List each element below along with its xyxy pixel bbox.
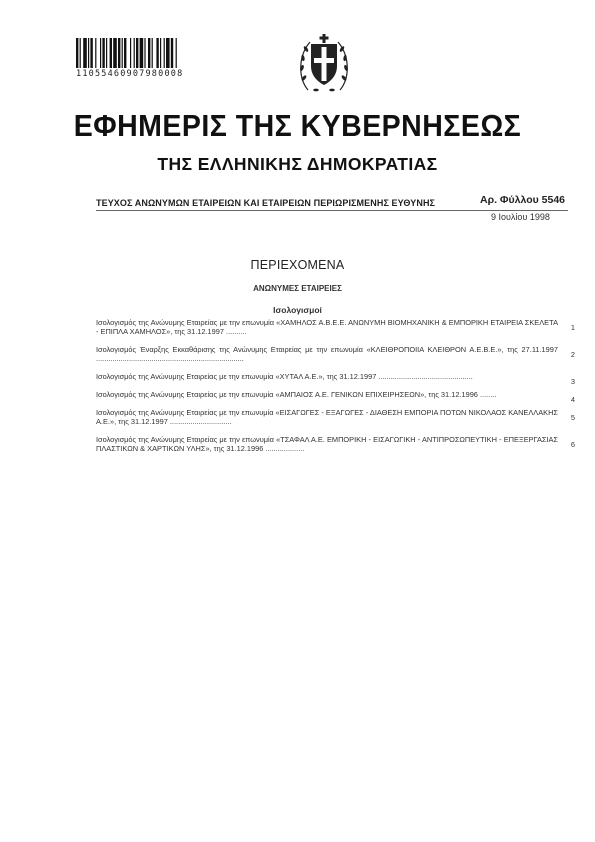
gazette-title: ΕΦΗΜΕΡΙΣ ΤΗΣ ΚΥΒΕΡΝΗΣΕΩΣ <box>73 108 522 143</box>
contents-entry-page: 6 <box>570 440 575 449</box>
coat-of-arms-emblem <box>296 30 352 96</box>
contents-entry-page: 5 <box>570 413 575 422</box>
contents-list <box>96 318 581 462</box>
contents-entry-text: Ισολογισμός Έναρξης Εκκαθάρισης της Ανώνυμης Εταιρείας με την επωνυμία «ΚΛΕΙΘΡΟΠΟΙΙΑ ΚΛΕΙΘΡΟΝ Α.Ε.Β.Ε.», της 27.11.1997 ........................................................................ <box>96 345 558 363</box>
contents-entry-page: 2 <box>570 350 575 359</box>
section-heading: ΑΝΩΝΥΜΕΣ ΕΤΑΙΡΕΙΕΣ <box>253 284 342 293</box>
contents-entry-text: Ισολογισμός της Ανώνυμης Εταιρείας με την επωνυμία «ΧΑΜΗΛΟΣ Α.Β.Ε.Ε. ΑΝΩΝΥΜΗ ΒΙΟΜΗΧΑΝΙΚΗ & ΕΜΠΟΡΙΚΗ ΕΤΑΙΡΕΙΑ ΣΚΕΛΕΤΑ - ΕΠΙΠΛΑ ΧΑΜΗΛΟΣ», της 31.12.1997 .......... <box>96 318 558 336</box>
contents-entry-text: Ισολογισμός της Ανώνυμης Εταιρείας με την επωνυμία «ΑΜΠΑΙΟΣ Α.Ε. ΓΕΝΙΚΩΝ ΕΠΙΧΕΙΡΗΣΕΩΝ», της 31.12.1996 ........ <box>96 390 497 399</box>
contents-entry-text: Ισολογισμός της Ανώνυμης Εταιρείας με την επωνυμία «ΧΥΤΑΛ Α.Ε.», της 31.12.1997 .............................................. <box>96 372 473 381</box>
contents-entry-page: 3 <box>570 377 575 386</box>
contents-entry <box>96 318 581 336</box>
gazette-subtitle: ΤΗΣ ΕΛΛΗΝΙΚΗΣ ΔΗΜΟΚΡΑΤΙΑΣ <box>157 154 438 174</box>
contents-entry <box>96 435 581 453</box>
header-divider <box>96 210 568 211</box>
subsection-heading: Ισολογισμοί <box>273 305 322 315</box>
contents-heading: ΠΕΡΙΕΧΟΜΕΝΑ <box>250 258 345 272</box>
barcode <box>76 38 216 79</box>
contents-entry <box>96 408 581 426</box>
contents-entry <box>96 372 581 386</box>
contents-entry-text: Ισολογισμός της Ανώνυμης Εταιρείας με την επωνυμία «ΤΣΑΦΑΛ Α.Ε. ΕΜΠΟΡΙΚΗ - ΕΙΣΑΓΩΓΙΚΗ - ΑΝΤΙΠΡΟΣΩΠΕΥΤΙΚΗ - ΕΠΕΞΕΡΓΑΣΙΑΣ ΠΛΑΣΤΙΚΩΝ & ΧΑΡΤΙΚΩΝ ΥΛΗΣ», της 31.12.1996 ................... <box>96 435 558 453</box>
contents-entry <box>96 390 581 404</box>
contents-entry-text: Ισολογισμός της Ανώνυμης Εταιρείας με την επωνυμία «ΕΙΣΑΓΩΓΕΣ - ΕΞΑΓΩΓΕΣ - ΔΙΑΘΕΣΗ ΕΜΠΟΡΙΑ ΠΟΤΩΝ ΝΙΚΟΛΑΟΣ ΚΑΝΕΛΛΑΚΗΣ Α.Ε.», της 31.12.1997 .............................. <box>96 408 558 426</box>
contents-entry-page: 4 <box>570 395 575 404</box>
barcode-bars <box>76 38 216 68</box>
sheet-number: Αρ. Φύλλου 5546 <box>480 194 565 206</box>
contents-entry <box>96 345 581 363</box>
contents-entry-page: 1 <box>570 323 575 332</box>
barcode-number: 11055460907980008 <box>76 69 184 79</box>
issue-series: ΤΕΥΧΟΣ ΑΝΩΝΥΜΩΝ ΕΤΑΙΡΕΙΩΝ ΚΑΙ ΕΤΑΙΡΕΙΩΝ ΠΕΡΙΩΡΙΣΜΕΝΗΣ ΕΥΘΥΝΗΣ <box>96 198 436 208</box>
issue-date: 9 Ιουλίου 1998 <box>491 212 550 222</box>
